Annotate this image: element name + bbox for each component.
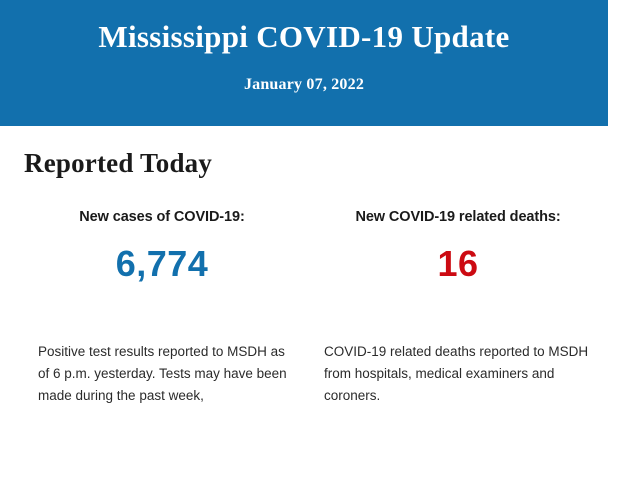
stat-value-new-cases: 6,774 (115, 243, 209, 284)
stat-label-new-deaths: New COVID-19 related deaths: (355, 209, 561, 225)
stat-label-new-cases: New cases of COVID-19: (79, 209, 245, 225)
stat-note-new-deaths: COVID-19 related deaths reported to MSDH from hospitals, medical examiners and coroners. (324, 344, 589, 403)
report-date: January 07, 2022 (243, 76, 365, 93)
stat-note-new-cases: Positive test results reported to MSDH as of 6 p.m. yesterday. Tests may have been made during the past week, (38, 344, 287, 403)
page-title: Mississippi COVID-19 Update (98, 19, 510, 54)
stat-new-cases (14, 209, 310, 407)
section-heading: Reported Today (24, 148, 213, 178)
stats-row (0, 209, 620, 407)
stat-new-deaths (310, 209, 606, 407)
stat-value-new-deaths: 16 (437, 243, 479, 284)
header-banner (0, 0, 608, 126)
